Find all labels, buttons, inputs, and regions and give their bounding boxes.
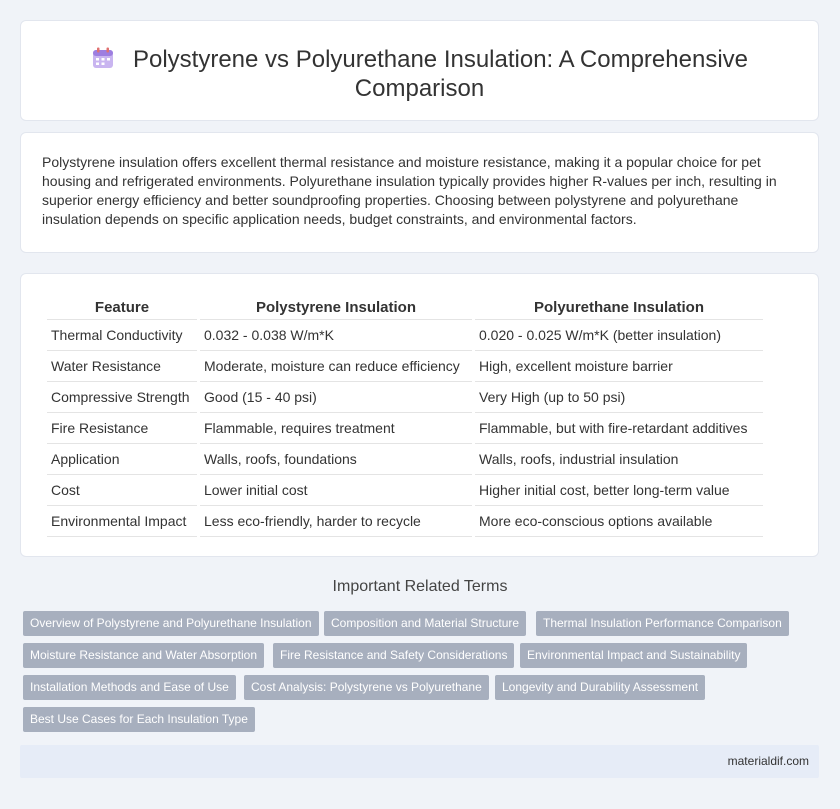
polystyrene-cell: Good (15 - 40 psi): [200, 382, 472, 413]
header-polystyrene: Polystyrene Insulation: [200, 296, 472, 320]
polystyrene-cell: Flammable, requires treatment: [200, 413, 472, 444]
feature-cell: Application: [47, 444, 197, 475]
title-line-2: Comparison: [354, 75, 485, 102]
polystyrene-cell: Moderate, moisture can reduce efficiency: [200, 351, 472, 382]
polystyrene-cell: Lower initial cost: [200, 475, 472, 506]
page-title: [21, 45, 818, 103]
feature-cell: Compressive Strength: [47, 382, 197, 413]
title-card: [20, 20, 819, 121]
feature-cell: Water Resistance: [47, 351, 197, 382]
feature-cell: Cost: [47, 475, 197, 506]
intro-card: [20, 132, 819, 253]
table-header-row: [47, 296, 763, 320]
related-tag[interactable]: Cost Analysis: Polystyrene vs Polyurethane: [244, 675, 489, 700]
calendar-icon: [91, 46, 115, 70]
table-row: [47, 413, 763, 444]
related-tag[interactable]: Longevity and Durability Assessment: [495, 675, 705, 700]
polyurethane-cell: More eco-conscious options available: [475, 506, 763, 537]
polyurethane-cell: Higher initial cost, better long-term value: [475, 475, 763, 506]
related-terms-heading: Important Related Terms: [332, 578, 508, 595]
table-row: [47, 506, 763, 537]
footer-site[interactable]: materialdif.com: [727, 754, 809, 768]
table-row: [47, 475, 763, 506]
polystyrene-cell: Less eco-friendly, harder to recycle: [200, 506, 472, 537]
polystyrene-cell: Walls, roofs, foundations: [200, 444, 472, 475]
header-feature: Feature: [47, 296, 197, 320]
related-tag[interactable]: Best Use Cases for Each Insulation Type: [23, 707, 255, 732]
polystyrene-cell: 0.032 - 0.038 W/m*K: [200, 320, 472, 351]
related-tag[interactable]: Thermal Insulation Performance Comparison: [536, 611, 789, 636]
polyurethane-cell: 0.020 - 0.025 W/m*K (better insulation): [475, 320, 763, 351]
feature-cell: Environmental Impact: [47, 506, 197, 537]
polyurethane-cell: Flammable, but with fire-retardant additives: [475, 413, 763, 444]
polyurethane-cell: High, excellent moisture barrier: [475, 351, 763, 382]
related-tag[interactable]: Installation Methods and Ease of Use: [23, 675, 236, 700]
table-row: [47, 382, 763, 413]
title-line-1: Polystyrene vs Polyurethane Insulation: A Comprehensive: [132, 46, 748, 73]
polyurethane-cell: Walls, roofs, industrial insulation: [475, 444, 763, 475]
related-tag[interactable]: Environmental Impact and Sustainability: [520, 643, 747, 668]
feature-cell: Fire Resistance: [47, 413, 197, 444]
intro-paragraph: Polystyrene insulation offers excellent thermal resistance and moisture resistance, making it a popular choice for pet housing and refrigerated environments. Polyurethane insulation typically provides higher R-values per inch, resulting in superior energy efficiency and better soundproofing properties. Choosing between polystyrene and polyurethane insulation depends on specific application needs, budget constraints, and environmental factors.: [42, 154, 777, 227]
feature-cell: Thermal Conductivity: [47, 320, 197, 351]
comparison-table: [44, 296, 766, 537]
footer: [20, 745, 819, 778]
table-row: [47, 444, 763, 475]
related-tag[interactable]: Composition and Material Structure: [324, 611, 526, 636]
related-tag[interactable]: Overview of Polystyrene and Polyurethane Insulation: [23, 611, 319, 636]
polyurethane-cell: Very High (up to 50 psi): [475, 382, 763, 413]
related-tag[interactable]: Moisture Resistance and Water Absorption: [23, 643, 264, 668]
header-polyurethane: Polyurethane Insulation: [475, 296, 763, 320]
table-row: [47, 320, 763, 351]
comparison-card: [20, 273, 819, 557]
table-row: [47, 351, 763, 382]
related-tag[interactable]: Fire Resistance and Safety Considerations: [273, 643, 514, 668]
